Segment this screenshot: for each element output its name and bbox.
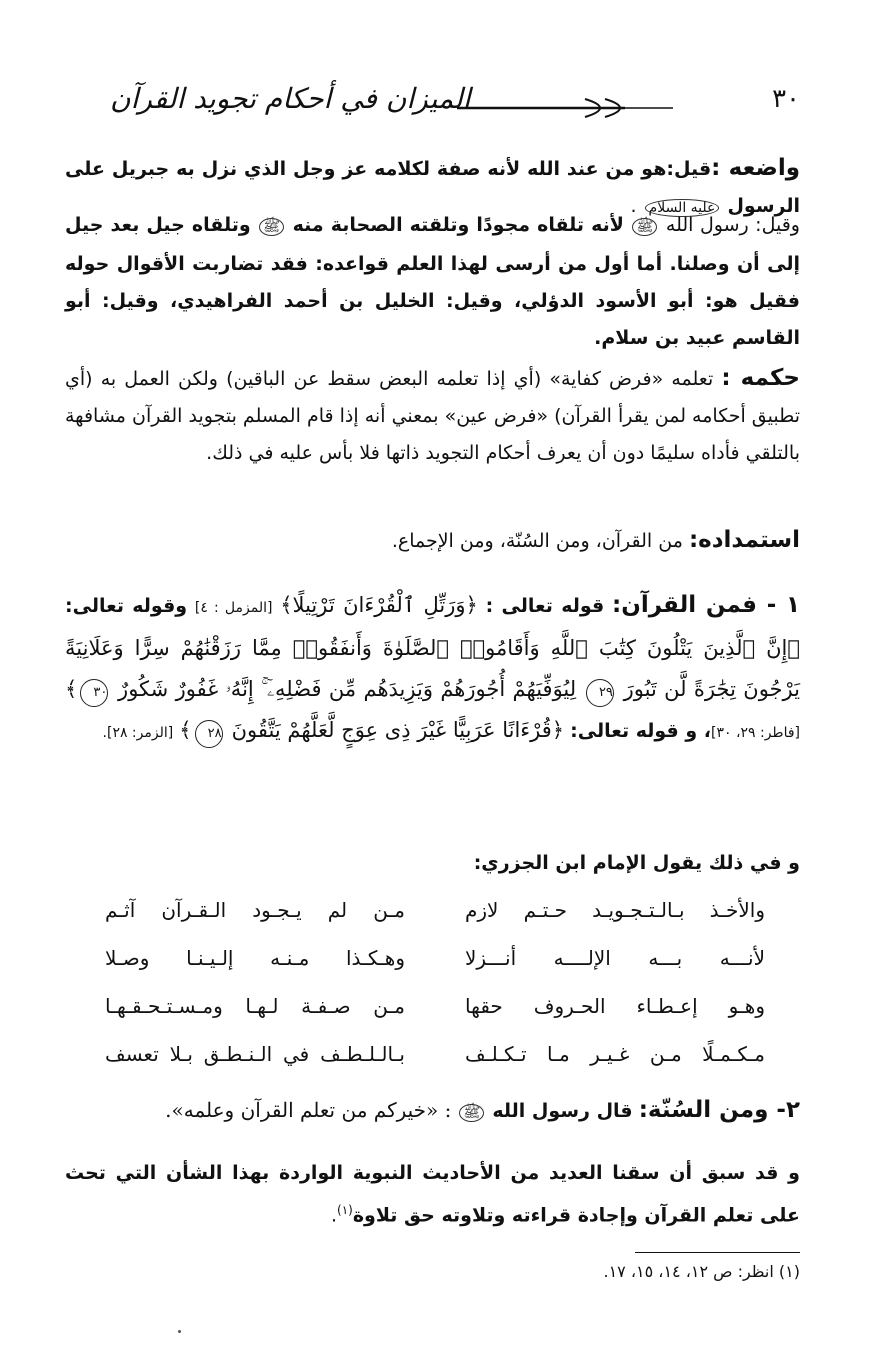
poem-intro bbox=[65, 845, 800, 882]
paragraph-quran-evidence bbox=[65, 585, 800, 753]
footnote-divider bbox=[635, 1252, 800, 1253]
poem bbox=[105, 898, 765, 1090]
poem-hemistich-right: لأنـــه بـــه الإلــــه أنـــزلا bbox=[465, 946, 765, 970]
poem-hemistich-left: بـالـلـطـف في الـنـطـق بـلا تعسف bbox=[105, 1042, 405, 1066]
poem-hemistich-left: مـن صـفـة لـهـا ومـسـتـحـقـهـا bbox=[105, 994, 405, 1018]
poem-hemistich-right: مـكـمـلًا مـن غـيـر مـا تـكـلـف bbox=[465, 1042, 765, 1066]
quran-intro-3: ، و قوله تعالى: bbox=[570, 720, 711, 742]
verse-fatir-close: ﴾ bbox=[65, 677, 78, 701]
poem-verse bbox=[105, 898, 765, 946]
other-view-text-2: لأنه تلقاه مجودًا وتلقته الصحابة منه bbox=[292, 214, 624, 236]
quran-intro: قوله تعالى : bbox=[485, 595, 605, 617]
saw-honorific-icon: ﷺ bbox=[459, 1104, 484, 1122]
verse-muzzammil: ﴿وَرَتِّلِ ٱلْقُرْءَانَ تَرْتِيلًا﴾ bbox=[280, 593, 478, 617]
page-header bbox=[110, 82, 800, 132]
saw-honorific-icon: ﷺ bbox=[259, 218, 284, 236]
citation-fatir: [فاطر: ٢٩، ٣٠] bbox=[711, 725, 800, 741]
other-view-text-3: وتلقاه جيل بعد جيل إلى أن وصلنا. أما أول من أرسى لهذا العلم قواعده: فقد تضاربت الأقوال حوله فقيل هو: أبو الأسود الدؤلي، وقيل: الخليل بن أحمد الفراهيدي، وقيل: أبو القاسم عبيد بن سلام. bbox=[65, 214, 800, 349]
ayah-number-30: ٣٠ bbox=[80, 679, 108, 707]
ruling-text: تعلمه «فرض كفاية» (أي إذا تعلمه البعض سقط عن الباقين) ولكن العمل به (أي تطبيق أحكامه لمن يقرأ القرآن) «فرض عين» بمعني أنه إذا قام المسلم بتجويد القرآن مشافهة بالتلقي فأداه سليمًا دون أن يعرف أحكام التجويد ذاتها فلا بأس عليه في ذلك. bbox=[65, 368, 800, 464]
sunnah-label: ٢- ومن السُنّة: bbox=[638, 1097, 800, 1123]
poem-hemistich-left: وهـكـذا مـنـه إلـيـنـا وصـلا bbox=[105, 946, 405, 970]
verse-fatir-part-2: لِيُوَفِّيَهُمْ أُجُورَهُمْ وَيَزِيدَهُم مِّن فَضْلِهِۦٓ ۚ إِنَّهُۥ غَفُورٌ شَكُورٌ bbox=[118, 677, 577, 701]
poem-intro-text: و في ذلك يقول الإمام ابن الجزري: bbox=[473, 852, 800, 874]
verse-fatir-part-1: ﴿إِنَّ ٱلَّذِينَ يَتْلُونَ كِتَٰبَ ٱللَّهِ وَأَقَامُوا۟ ٱلصَّلَوٰةَ وَأَنفَقُوا۟ مِمَّا رَزَقْنَٰهُمْ سِرًّا وَعَلَانِيَةً يَرْجُونَ تِجَٰرَةً لَّن تَبُورَ bbox=[65, 636, 800, 701]
arrow-ornament-icon bbox=[455, 96, 675, 120]
author-text: قيل:هو من عند الله لأنه صفة لكلامه عز وجل الذي نزل به جبريل على الرسول bbox=[65, 158, 800, 217]
verse-zumar: ﴿قُرْءَانًا عَرَبِيًّا غَيْرَ ذِى عِوَجٍ لَّعَلَّهُمْ يَتَّقُونَ bbox=[231, 718, 565, 742]
poem-verse bbox=[105, 994, 765, 1042]
poem-verse bbox=[105, 946, 765, 994]
poem-hemistich-left: مـن لم يـجـود الـقـرآن آثـم bbox=[105, 898, 405, 922]
closing-text: و قد سبق أن سقنا العديد من الأحاديث النبوية الواردة بهذا الشأن التي تحث على تعلم القرآن وإجادة قراءته وتلاوته حق تلاوة bbox=[65, 1162, 800, 1227]
paragraph-ruling bbox=[65, 360, 800, 472]
verse-zumar-close: ﴾ bbox=[179, 718, 192, 742]
term-ruling: حكمه : bbox=[721, 365, 801, 391]
print-speck bbox=[178, 1330, 181, 1333]
saw-honorific-icon: عليه السلام bbox=[645, 199, 720, 217]
paragraph-other-view bbox=[65, 207, 800, 357]
paragraph-sunnah bbox=[65, 1092, 800, 1132]
paragraph-closing: و قد سبق أن سقنا العديد من الأحاديث النبوية الواردة بهذا الشأن التي تحث على تعلم القرآن وإجادة قراءته وتلاوته حق تلاوة$^{(١)}$. bbox=[65, 1162, 800, 1227]
saw-honorific-icon: ﷺ bbox=[632, 218, 657, 236]
source-text: من القرآن، ومن السُنّة، ومن الإجماع. bbox=[391, 530, 683, 552]
paragraph-source bbox=[65, 522, 800, 560]
term-author: واضعه : bbox=[711, 155, 800, 181]
sunnah-intro: قال رسول الله bbox=[492, 1100, 633, 1122]
paragraph-author: واضعه :قيل:هو من عند الله لأنه صفة لكلامه عز وجل الذي نزل به جبريل على الرسول عليه السلام . bbox=[65, 155, 800, 217]
poem-hemistich-right: والأخـذ بـالـتـجـويـد حـتـم لازم bbox=[465, 898, 765, 922]
ayah-number-29: ٢٩ bbox=[586, 679, 614, 707]
citation-muzzammil: [المزمل : ٤] bbox=[194, 600, 273, 616]
hadith-text: : «خيركم من تعلم القرآن وعلمه». bbox=[165, 1098, 452, 1122]
page-number: ٣٠ bbox=[772, 84, 800, 114]
poem-verse bbox=[105, 1042, 765, 1090]
poem-hemistich-right: وهـو إعـطـاء الحـروف حقها bbox=[465, 994, 765, 1018]
other-view-text-1: وقيل: رسول الله bbox=[665, 214, 800, 236]
footnote: (١) انظر: ص ١٢، ١٤، ١٥، ١٧. bbox=[603, 1262, 800, 1281]
term-source: استمداده: bbox=[688, 527, 800, 553]
ayah-number-28: ٢٨ bbox=[195, 720, 223, 748]
footnote-reference[interactable]: (١) bbox=[337, 1203, 353, 1217]
quran-label: ١ - فمن القرآن: bbox=[612, 592, 801, 618]
citation-zumar: [الزمر: ٢٨]. bbox=[102, 725, 174, 741]
book-title: الميزان في أحكام تجويد القرآن bbox=[110, 82, 471, 115]
quran-intro-2: وقوله تعالى: bbox=[65, 595, 188, 617]
